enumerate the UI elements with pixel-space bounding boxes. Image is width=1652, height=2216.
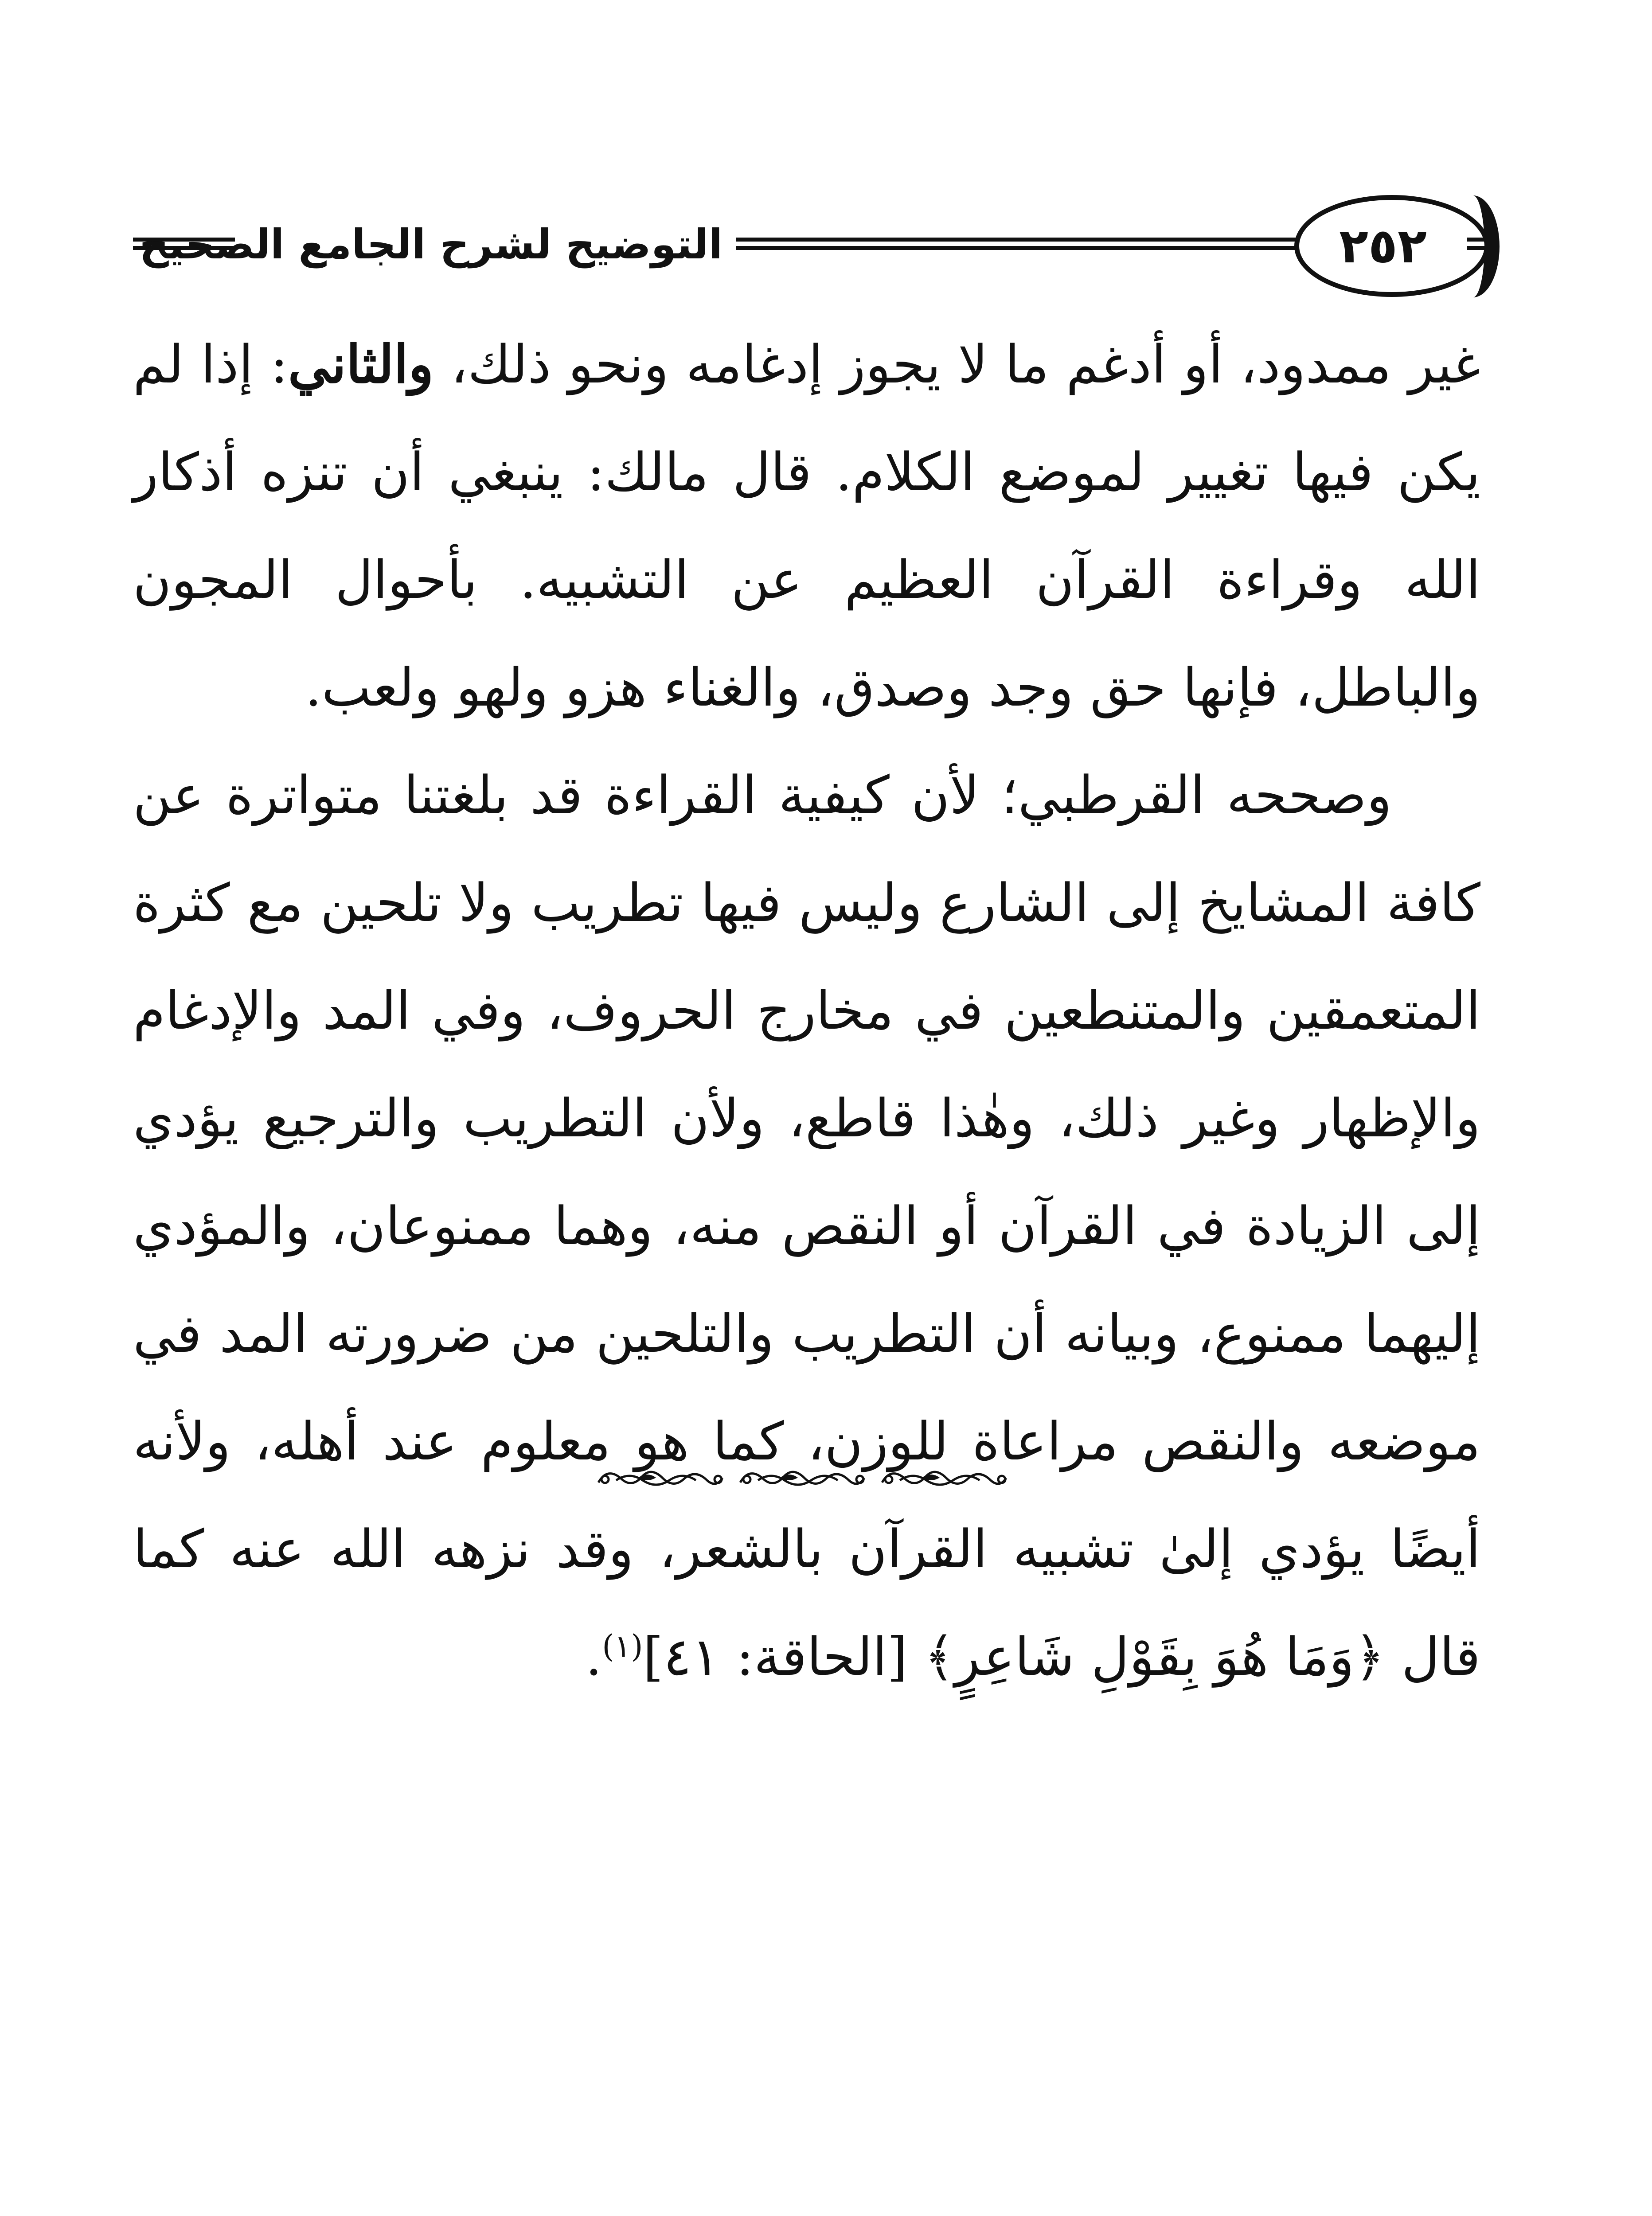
paragraph-1-bold-term: والثاني [288,333,434,395]
header-rule-middle [736,238,1392,250]
main-text [133,310,1480,1711]
footnote-reference[interactable]: (١) [602,1628,643,1665]
page-number: ٢٥٢ [1339,218,1427,274]
paragraph-2-text: وصححه القرطبي؛ لأن كيفية القراءة قد بلغتنا متواترة عن كافة المشايخ إلى الشارع وليس فيها تطريب ولا تلحين مع كثرة المتعمقين والمتنطعين في مخارج الحروف، وفي المد والإدغام والإظهار وغير ذلك، وهٰذا قاطع، ولأن التطريب والترجيع يؤدي إلى الزيادة في القرآن أو النقص منه، وهما ممنوعان، والمؤدي إليهما ممنوع، وبيانه أن التطريب والتلحين من ضرورته المد في موضعه والنقص مراعاة للوزن، كما هو معلوم عند أهله، ولأنه أيضًا يؤدي إلىٰ تشبيه القرآن بالشعر، وقد نزهه الله عنه كما قال [133,765,1480,1687]
page-number-badge [1294,195,1489,297]
paragraph-2-end: . [585,1626,602,1687]
surah-reference: [الحاقة: ٤١] [643,1626,924,1687]
paragraph-1-text-b: : إذا لم يكن فيها تغيير لموضع الكلام. قال مالك: ينبغي أن تنزه أذكار الله وقراءة القرآن العظيم عن التشبيه. بأحوال المجون والباطل، فإنها حق وجد وصدق، والغناء هزو ولهو ولعب. [133,334,1480,718]
paragraph-2 [133,741,1480,1711]
page-header [133,195,1480,301]
paragraph-1 [133,310,1480,741]
paragraph-1-text-a: غير ممدود، أو أدغم ما لا يجوز إدغامه ونحو ذلك، [434,334,1481,395]
book-title: التوضيح لشرح الجامع الصحيح [139,221,723,268]
quran-quote: ﴿وَمَا هُوَ بِقَوْلِ شَاعِرٍ﴾ [924,1626,1385,1687]
header-rule-right [1467,238,1489,250]
ornament-divider-icon [590,1458,1015,1498]
